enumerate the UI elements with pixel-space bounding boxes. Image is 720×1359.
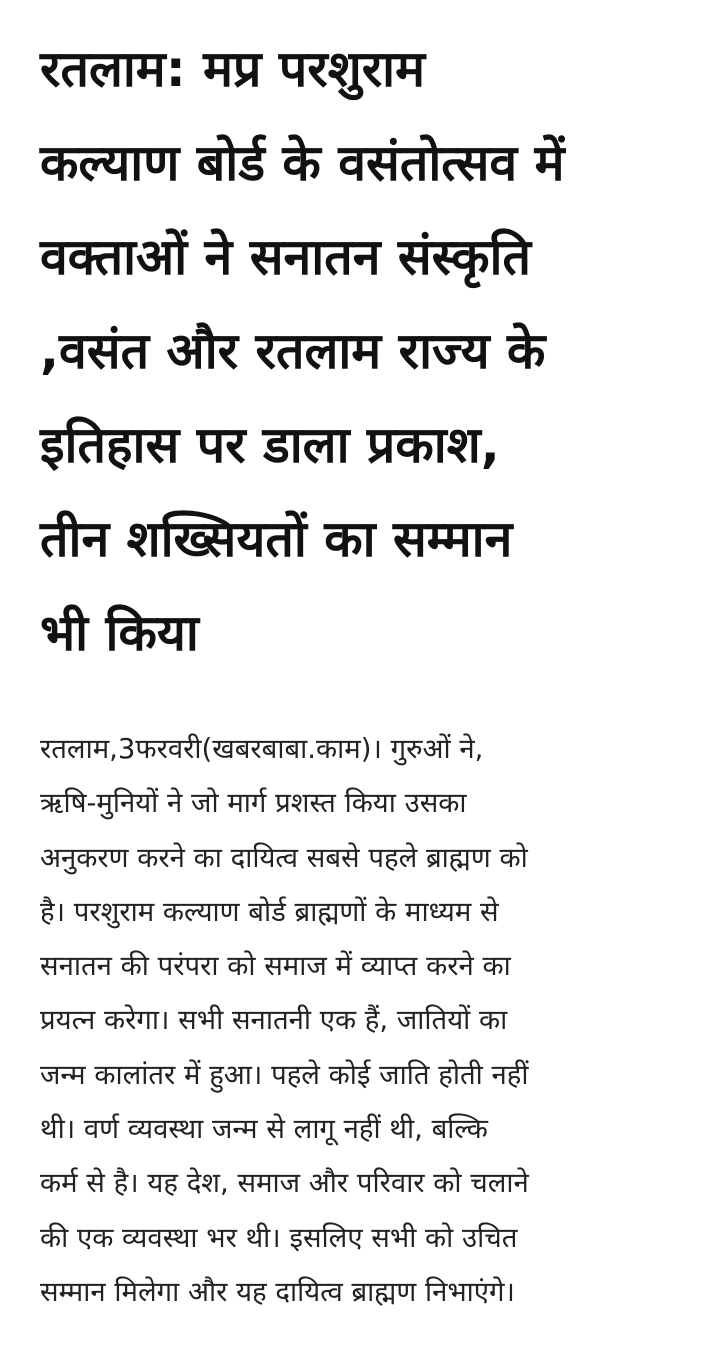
article-body bbox=[40, 722, 705, 1319]
body-line: कर्म से है। यह देश, समाज और परिवार को चलाने bbox=[40, 1167, 529, 1200]
body-line: थी। वर्ण व्यवस्था जन्म से लागू नहीं थी, बल्कि bbox=[40, 1113, 488, 1146]
headline-line: वक्ताओं ने सनातन संस्कृति bbox=[40, 228, 531, 286]
headline-line: कल्याण बोर्ड के वसंतोत्सव में bbox=[40, 134, 565, 192]
body-line: सनातन की परंपरा को समाज में व्याप्त करने का bbox=[40, 950, 511, 983]
headline-line: इतिहास पर डाला प्रकाश, bbox=[40, 416, 500, 474]
body-line: रतलाम,3फरवरी(खबरबाबा.काम)। गुरुओं ने, bbox=[40, 733, 484, 765]
headline-line: ,वसंत और रतलाम राज्य के bbox=[40, 322, 546, 380]
body-line: जन्म कालांतर में हुआ। पहले कोई जाति होती नहीं bbox=[40, 1058, 529, 1091]
body-line: की एक व्यवस्था भर थी। इसलिए सभी को उचित bbox=[40, 1221, 518, 1254]
body-line: सम्मान मिलेगा और यह दायित्व ब्राह्मण निभाएंगे। bbox=[40, 1275, 515, 1308]
body-line: ऋषि-मुनियों ने जो मार्ग प्रशस्त किया उसका bbox=[40, 787, 467, 820]
body-line: प्रयत्न करेगा। सभी सनातनी एक हैं, जातियों का bbox=[40, 1004, 508, 1037]
headline-line: भी किया bbox=[40, 604, 199, 662]
article-headline bbox=[40, 0, 698, 680]
body-line: है। परशुराम कल्याण बोर्ड ब्राह्मणों के माध्यम से bbox=[40, 895, 499, 928]
body-line: अनुकरण करने का दायित्व सबसे पहले ब्राह्मण को bbox=[40, 841, 528, 874]
headline-line: रतलाम: मप्र परशुराम bbox=[40, 40, 426, 98]
headline-line: तीन शख्सियतों का सम्मान bbox=[40, 510, 513, 568]
